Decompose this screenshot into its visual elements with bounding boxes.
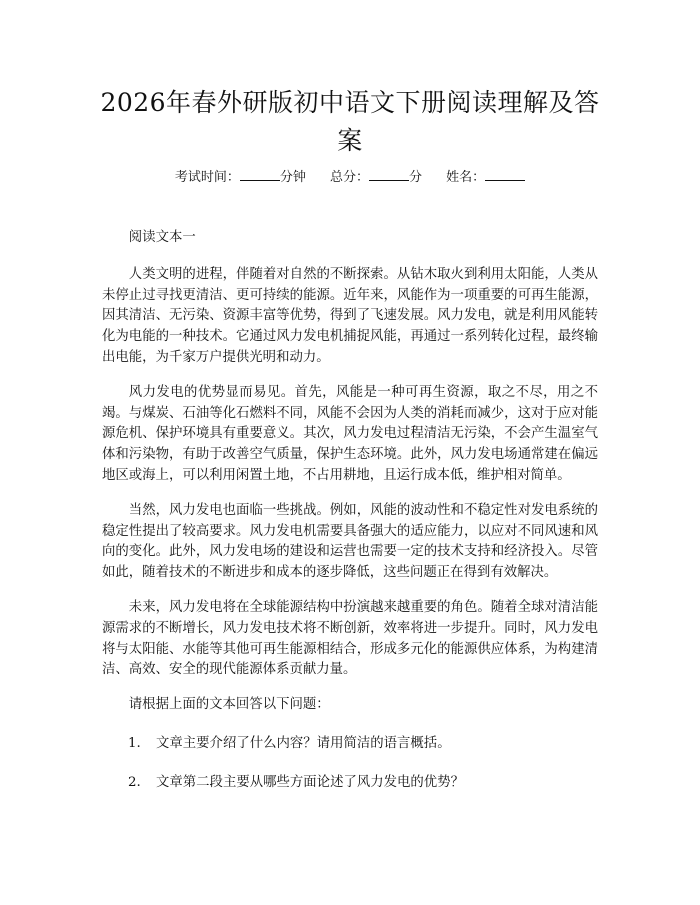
- name-field: [446, 168, 525, 187]
- reading-content: [102, 228, 598, 812]
- question-item: [102, 773, 598, 794]
- paragraph: 当然，风力发电也面临一些挑战。例如，风能的波动性和不稳定性对发电系统的稳定性提出了较高要求。风力发电机需要具备强大的适应能力，以应对不同风速和风向的变化。此外，风力发电场的建设和运营也需要一定的技术支持和经济投入。尽管如此，随着技术的不断进步和成本的逐步降低，这些问题正在得到有效解决。: [102, 502, 598, 581]
- paragraph: 未来，风力发电将在全球能源结构中扮演越来越重要的角色。随着全球对清洁能源需求的不断增长，风力发电技术将不断创新，效率将进一步提升。同时，风力发电将与太阳能、水能等其他可再生能源相结合，形成多元化的能源供应体系，为构建清洁、高效、安全的现代能源体系贡献力量。: [102, 599, 598, 678]
- total-score-unit: 分: [409, 170, 423, 185]
- document-title: 2026年春外研版初中语文下册阅读理解及答案: [100, 88, 600, 155]
- name-label: 姓名：: [446, 170, 486, 185]
- question-text: 文章第二段主要从哪些方面论述了风力发电的优势？: [156, 774, 464, 790]
- question-item: [102, 734, 598, 755]
- question-number: 2.: [128, 774, 141, 790]
- exam-info-line: [0, 168, 700, 187]
- total-score-blank: [369, 168, 409, 181]
- exam-time-unit: 分钟: [279, 170, 306, 185]
- paragraph: 人类文明的进程，伴随着对自然的不断探索。从钻木取火到利用太阳能，人类从未停止过寻找更清洁、更可持续的能源。近年来，风能作为一项重要的可再生能源，因其清洁、无污染、资源丰富等优势，得到了飞速发展。风力发电，就是利用风能转化为电能的一种技术。它通过风力发电机捕捉风能，再通过一系列转化过程，最终输出电能，为千家万户提供光明和动力。: [102, 266, 598, 365]
- section-title: 阅读文本一: [128, 230, 196, 245]
- exam-time-field: [175, 168, 306, 187]
- question-text: 文章主要介绍了什么内容？请用简洁的语言概括。: [156, 735, 451, 751]
- paragraph: 风力发电的优势显而易见。首先，风能是一种可再生资源，取之不尽，用之不竭。与煤炭、石油等化石燃料不同，风能不会因为人类的消耗而减少，这对于应对能源危机、保护环境具有重要意义。其次，风力发电过程清洁无污染，不会产生温室气体和污染物，有助于改善空气质量，保护生态环境。此外，风力发电场通常建在偏远地区或海上，可以利用闲置土地，不占用耕地，且运行成本低，维护相对简单。: [102, 384, 598, 483]
- exam-time-label: 考试时间：: [174, 170, 240, 185]
- total-score-label: 总分：: [329, 170, 369, 185]
- name-blank: [485, 168, 525, 181]
- exam-time-blank: [240, 168, 280, 181]
- total-score-field: [330, 168, 422, 187]
- question-number: 1.: [128, 735, 141, 751]
- question-prompt: 请根据上面的文本回答以下问题：: [128, 697, 330, 713]
